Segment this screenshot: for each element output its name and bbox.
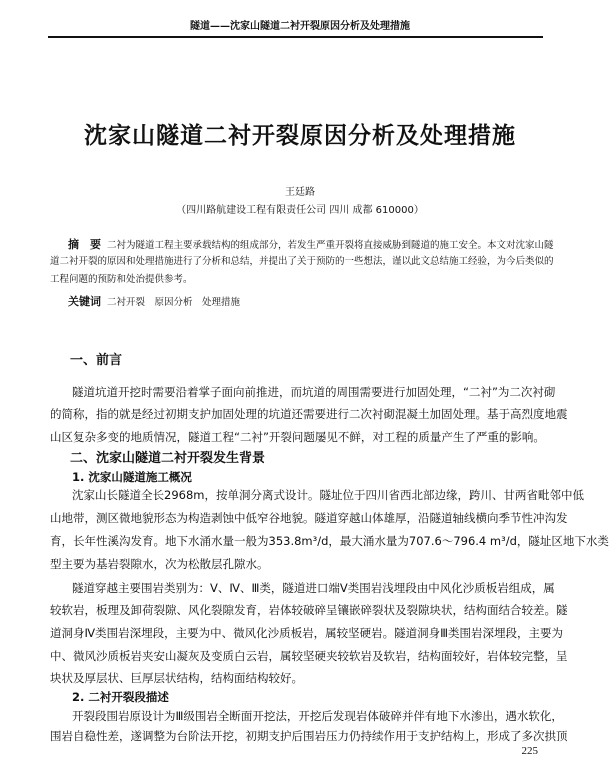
body-line: 中、微风沙质板岩夹安山凝灰及变质白云岩，属较坚硬夹较软岩及软岩，结构面较好，岩体较完整，呈	[50, 649, 568, 663]
body-line: 型主要为基岩裂隙水，次为松散层孔隙水。	[50, 557, 269, 571]
body-line: 道洞身Ⅳ类围岩深埋段，主要为中、微风化沙质板岩，属较坚硬岩。隧道洞身Ⅲ类围岩深埋段，主要为	[50, 626, 564, 640]
body-line: 块状及厚层状、巨厚层状结构，结构面结构较好。	[50, 671, 303, 685]
body-line: 隧道穿越主要围岩类别为：Ⅴ、Ⅳ、Ⅲ类，隧道进口端Ⅴ类围岩浅埋段由中风化沙质板岩组成，属	[72, 581, 555, 595]
page-number: 225	[521, 745, 538, 757]
body-line: 山区复杂多变的地质情况，隧道工程“二衬”开裂问题屡见不鲜，对工程的质量产生了严重的影响。	[50, 430, 545, 444]
affiliation: （四川路航建设工程有限责任公司 四川 成都 610000）	[176, 205, 424, 216]
keywords: 关键词 二衬开裂 原因分析 处理措施	[68, 295, 241, 308]
subsection-heading: 2. 二衬开裂段描述	[72, 690, 169, 704]
body-line: 较软岩，板理及卸荷裂隙、风化裂隙发育，岩体较破碎呈镶嵌碎裂状及裂隙块状，结构面结合较差。隧	[50, 603, 568, 617]
body-line: 育，长年性溪沟发育。地下水涌水量一般为353.8m³/d，最大涌水量为707.6～796.4 m³/d，隧址区地下水类	[50, 534, 609, 548]
section-heading: 二、沈家山隧道二衬开裂发生背景	[70, 451, 266, 466]
body-line: 山地带，测区微地貌形态为构造剥蚀中低窄谷地貌。隧道穿越山体雄厚，沿隧道轴线横向季节性冲沟发	[50, 511, 568, 525]
keywords-label: 关键词	[68, 295, 101, 308]
abstract-line: 摘 要 二衬为隧道工程主要承载结构的组成部分，若发生严重开裂将直接威胁到隧道的施工安全。本文对沈家山隧	[68, 238, 554, 251]
header-rule	[48, 36, 543, 38]
abstract-line: 工程问题的预防和处治提供参考。	[50, 274, 193, 285]
author: 王廷路	[285, 187, 315, 198]
paper-title: 沈家山隧道二衬开裂原因分析及处理措施	[84, 123, 516, 149]
abstract-line: 道二衬开裂的原因和处理措施进行了分析和总结，并提出了关于预防的一些想法，谨以此文总结施工经验，为今后类似的	[50, 256, 554, 267]
section-heading: 一、前言	[70, 353, 123, 368]
body-line: 开裂段围岩原设计为Ⅲ级围岩全断面开挖法，开挖后发现岩体破碎并伴有地下水渗出，遇水软化，	[72, 709, 563, 723]
body-line: 的简称，指的就是经过初期支护加固处理的坑道还需要进行二次衬砌混凝土加固处理。基于高烈度地震	[50, 407, 568, 421]
body-line: 围岩自稳性差，遂调整为台阶法开挖，初期支护后围岩压力仍持续作用于支护结构上，形成了多次拱顶	[50, 729, 568, 743]
body-line: 隧道坑道开挖时需要沿着掌子面向前推进，而坑道的周围需要进行加固处理，“二衬”为二次衬砌	[72, 385, 556, 399]
abstract-label: 摘 要	[68, 238, 101, 251]
running-header: 隧道——沈家山隧道二衬开裂原因分析及处理措施	[190, 21, 410, 32]
subsection-heading: 1. 沈家山隧道施工概况	[72, 470, 192, 484]
body-line: 沈家山长隧道全长2968m，按单洞分离式设计。隧址位于四川省西北部边缘，跨川、甘两省毗邻中低	[72, 488, 584, 502]
